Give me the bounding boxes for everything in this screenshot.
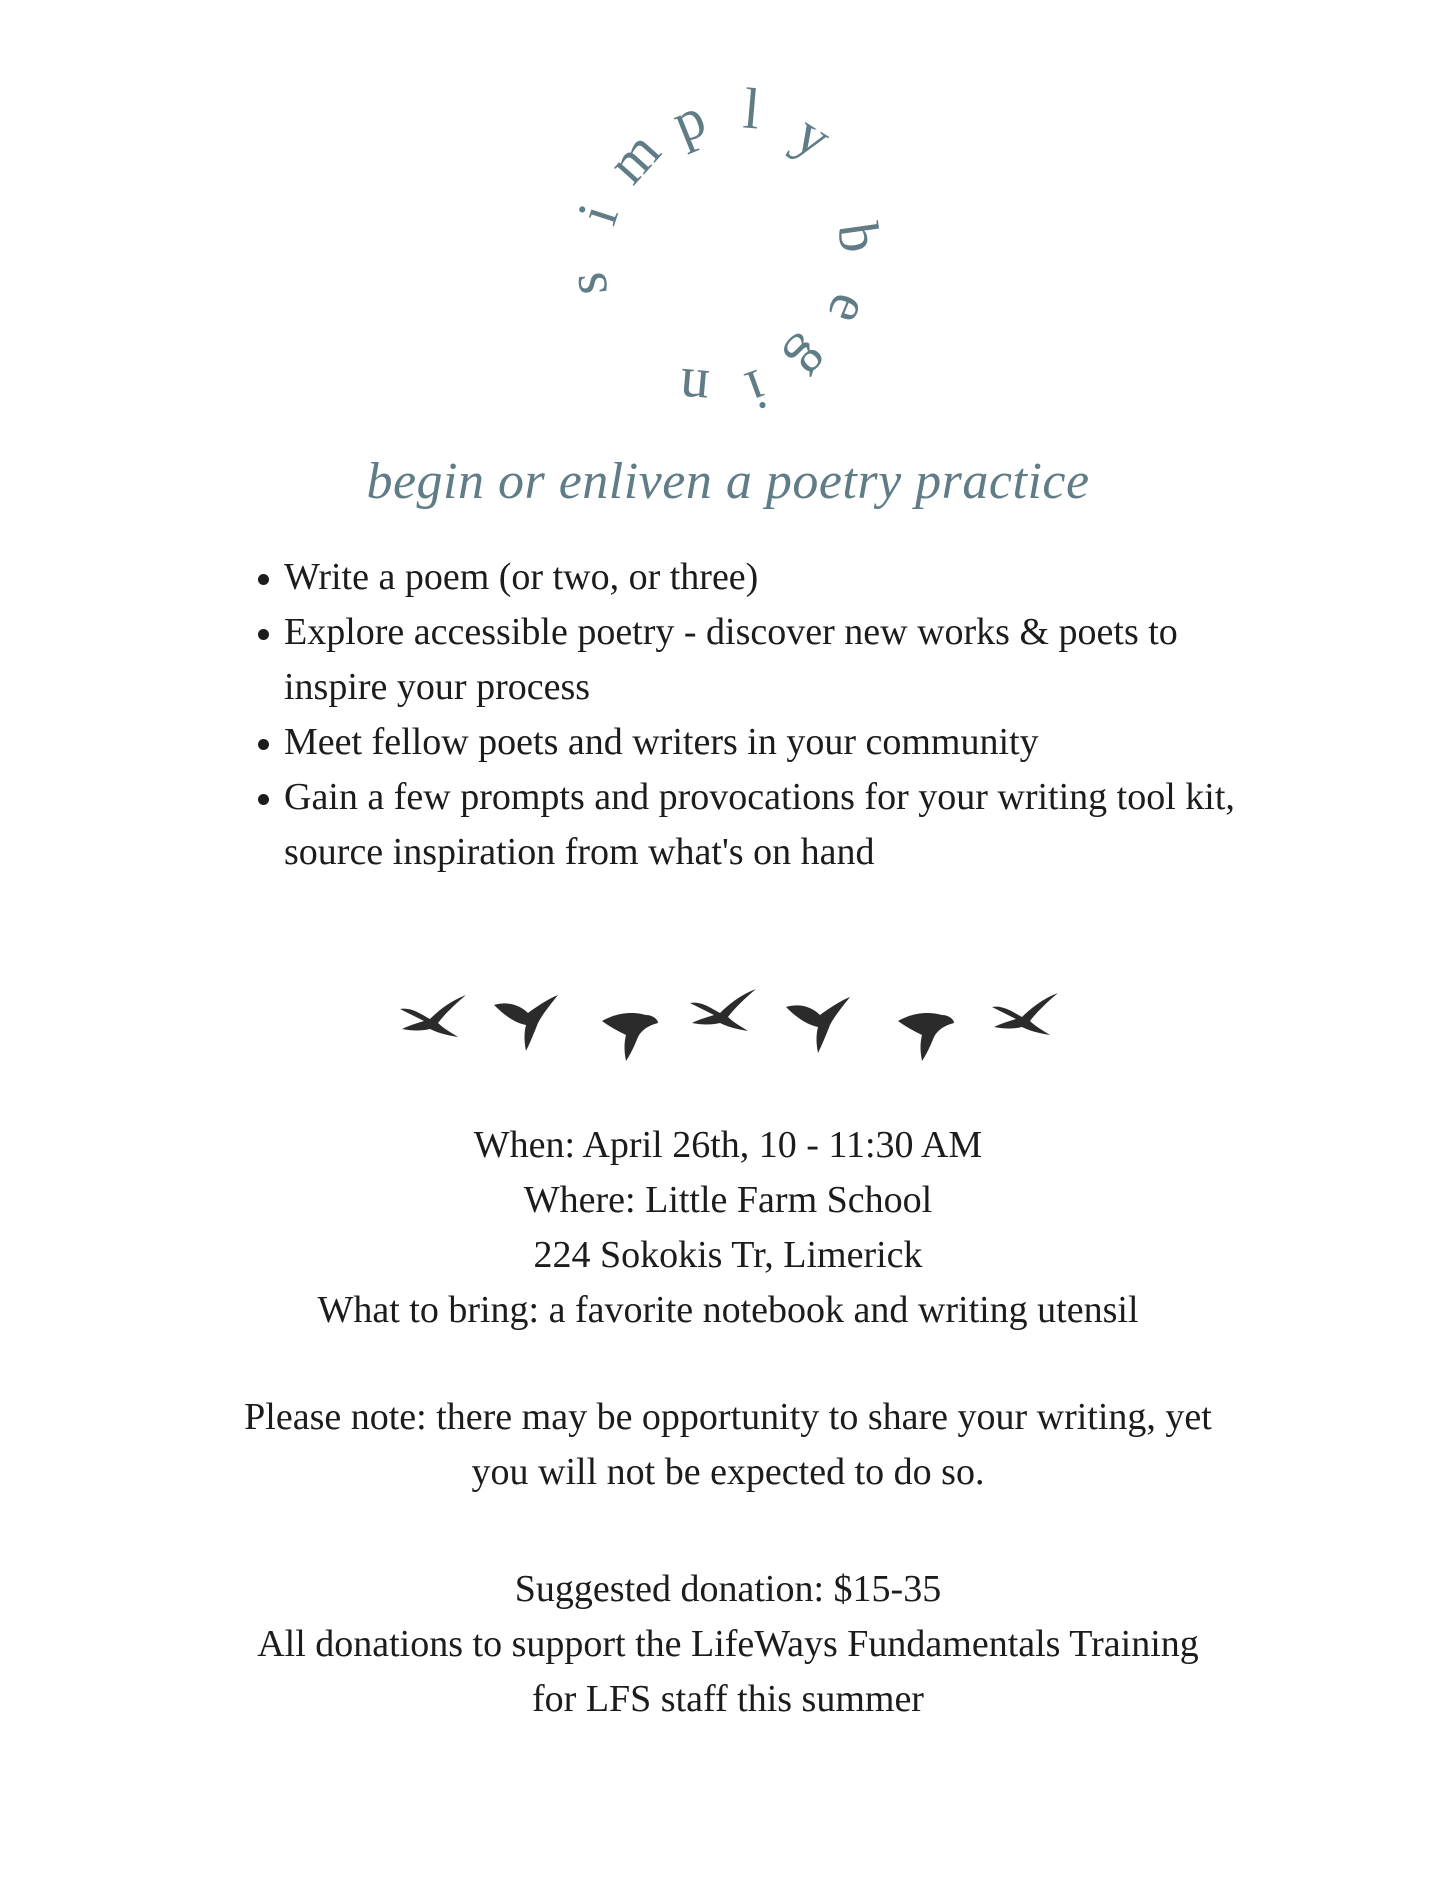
flying-bird-icon	[602, 1013, 658, 1061]
event-when: When: April 26th, 10 - 11:30 AM	[473, 1124, 983, 1166]
event-details	[0, 1118, 1456, 1338]
sharing-note	[0, 1390, 1456, 1500]
logo-letter: l	[740, 75, 763, 142]
flying-bird-icon	[992, 993, 1058, 1035]
benefits-list	[250, 550, 1284, 880]
donation-info	[0, 1562, 1456, 1727]
list-item: Meet fellow poets and writers in your community	[284, 715, 1284, 770]
donation-suggested: Suggested donation: $15-35	[514, 1568, 942, 1610]
logo-letter: g	[778, 328, 846, 396]
logo-letter: s	[553, 269, 620, 298]
event-where: Where: Little Farm School	[523, 1179, 933, 1221]
flying-bird-icon	[494, 995, 558, 1051]
circular-text-logo	[518, 40, 938, 440]
logo-letter: y	[783, 100, 843, 171]
logo-letter: i	[737, 357, 776, 424]
logo-letter: b	[825, 218, 894, 257]
event-bring: What to bring: a favorite notebook and writing utensil	[317, 1289, 1139, 1331]
donation-line: for LFS staff this summer	[532, 1678, 924, 1720]
donation-line: All donations to support the LifeWays Fundamentals Training	[257, 1623, 1199, 1665]
simply-begin-logo	[0, 40, 1456, 480]
flying-bird-icon	[898, 1013, 954, 1061]
flying-bird-icon	[786, 997, 850, 1053]
flying-birds	[0, 985, 1456, 1065]
list-item: Write a poem (or two, or three)	[284, 550, 1284, 605]
flying-bird-icon	[400, 995, 466, 1037]
note-line: Please note: there may be opportunity to share your writing, yet	[244, 1396, 1212, 1438]
note-line: you will not be expected to do so.	[471, 1451, 985, 1493]
event-address: 224 Sokokis Tr, Limerick	[533, 1234, 923, 1276]
logo-letter: n	[677, 355, 712, 424]
list-item: Gain a few prompts and provocations for your writing tool kit, source inspiration from what's on hand	[284, 770, 1284, 880]
tagline: begin or enliven a poetry practice	[366, 453, 1090, 510]
logo-letter: m	[594, 118, 673, 196]
logo-letter: p	[663, 84, 715, 156]
flying-bird-icon	[690, 989, 756, 1031]
logo-letter: e	[815, 285, 886, 334]
logo-letter: i	[564, 196, 631, 232]
list-item: Explore accessible poetry - discover new works & poets to inspire your process	[284, 605, 1284, 715]
